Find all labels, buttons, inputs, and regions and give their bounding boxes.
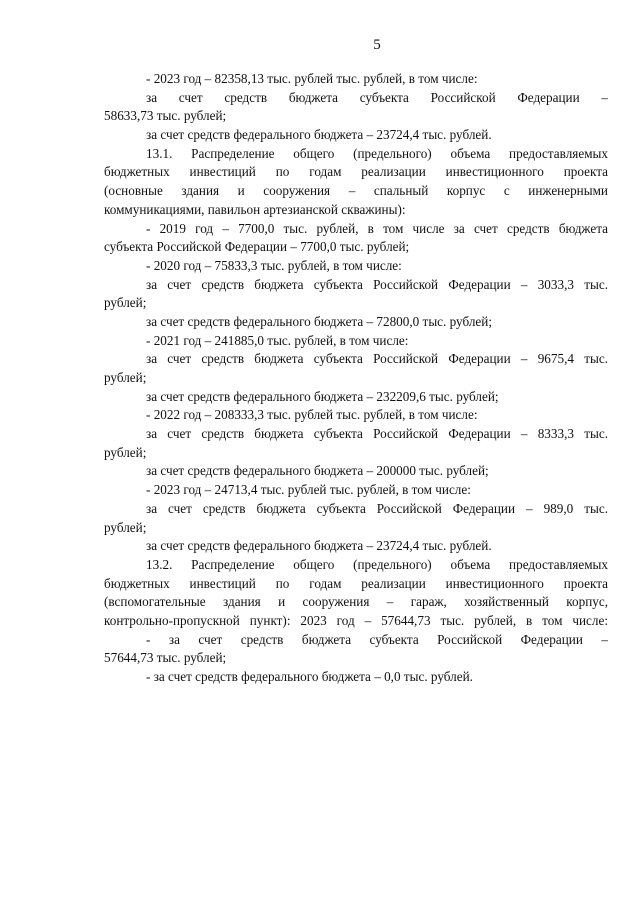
text-line: за счет средств федерального бюджета – 72800,0 тыс. рублей; (146, 313, 492, 329)
text-line: за счет средств бюджета субъекта Российской Федерации – 8333,3 тыс. (146, 426, 608, 442)
text-line: 13.2. Распределение общего (предельного) объема предоставляемых (146, 556, 608, 572)
text-line: за счет средств федерального бюджета – 23724,4 тыс. рублей. (146, 127, 492, 143)
text-line: за счет средств бюджета субъекта Российской Федерации – 989,0 тыс. (146, 500, 608, 516)
text-line: - 2021 год – 241885,0 тыс. рублей, в том числе: (146, 332, 409, 348)
text-line: за счет средств бюджета субъекта Российской Федерации – 9675,4 тыс. (146, 351, 608, 367)
text-line: рублей; (104, 444, 147, 460)
text-line: коммуникациями, павильон артезианской скважины): (104, 201, 406, 217)
text-line: за счет средств федерального бюджета – 23724,4 тыс. рублей. (146, 538, 492, 554)
text-line: - 2023 год – 24713,4 тыс. рублей тыс. рублей, в том числе: (146, 482, 471, 498)
text-line: рублей; (104, 295, 147, 311)
text-line: за счет средств бюджета субъекта Российской Федерации – (146, 89, 608, 105)
text-line: - за счет средств бюджета субъекта Российской Федерации – (146, 631, 608, 647)
text-line: 13.1. Распределение общего (предельного) объема предоставляемых (146, 145, 608, 161)
text-line: за счет средств федерального бюджета – 232209,6 тыс. рублей; (146, 388, 499, 404)
text-line: рублей; (104, 370, 147, 385)
page-number: 5 (373, 37, 381, 53)
text-line: субъекта Российской Федерации – 7700,0 тыс. рублей; (104, 239, 410, 255)
text-line: - 2023 год – 82358,13 тыс. рублей тыс. рублей, в том числе: (146, 71, 478, 86)
text-line: (вспомогательные здания и сооружения – гараж, хозяйственный корпус, (104, 594, 608, 610)
text-line: за счет средств бюджета субъекта Российской Федерации – 3033,3 тыс. (146, 276, 608, 292)
text-line: - 2022 год – 208333,3 тыс. рублей тыс. рублей, в том числе: (146, 407, 478, 423)
text-line: бюджетных инвестиций по годам реализации инвестиционного проекта (104, 164, 608, 180)
text-line: (основные здания и сооружения – спальный корпус с инженерными (104, 183, 608, 199)
text-line: - за счет средств федерального бюджета – 0,0 тыс. рублей. (146, 669, 473, 684)
text-line: 57644,73 тыс. рублей; (104, 650, 227, 666)
text-line: - 2019 год – 7700,0 тыс. рублей, в том числе за счет средств бюджета (146, 220, 608, 236)
text-line: - 2020 год – 75833,3 тыс. рублей, в том числе: (146, 257, 402, 273)
text-line: за счет средств федерального бюджета – 200000 тыс. рублей; (146, 463, 489, 479)
text-line: бюджетных инвестиций по годам реализации инвестиционного проекта (104, 575, 608, 591)
document-body (104, 70, 608, 687)
text-line: 58633,73 тыс. рублей; (104, 108, 227, 124)
text-line: рублей; (104, 519, 147, 535)
text-line: контрольно-пропускной пункт): 2023 год – 57644,73 тыс. рублей, в том числе: (104, 612, 608, 628)
